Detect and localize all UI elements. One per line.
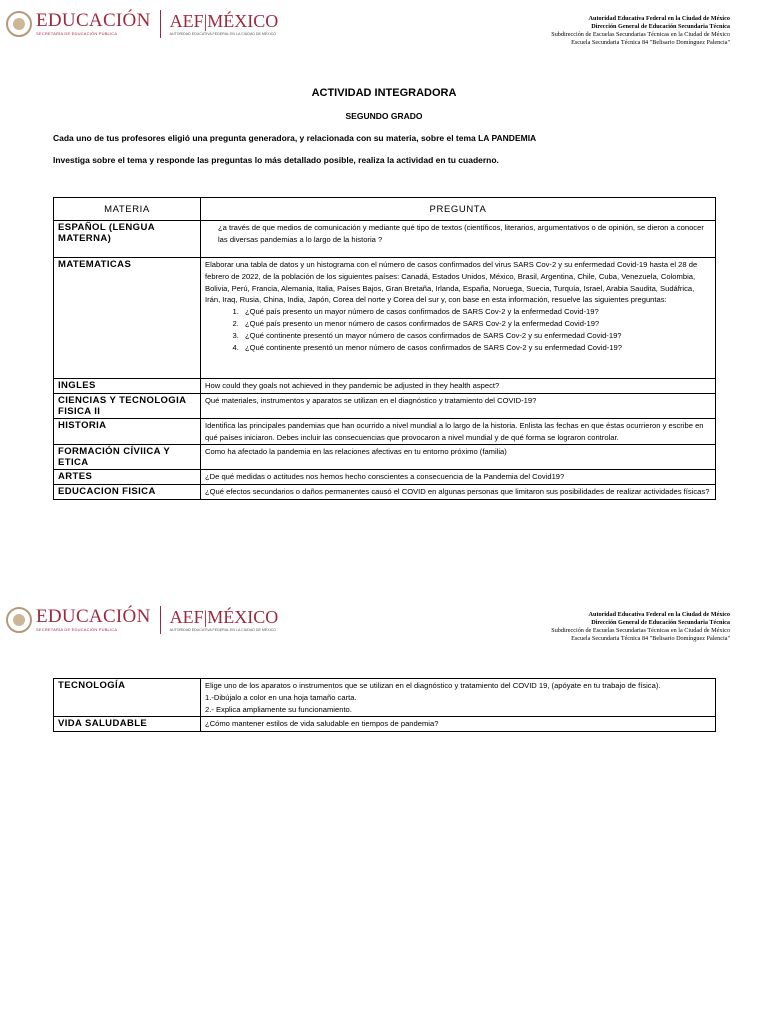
table-row	[54, 485, 716, 500]
seal-icon	[6, 11, 32, 37]
question-step: 1.-Dibújalo a color en una hoja tamaño carta.	[205, 692, 357, 702]
question-cell	[201, 258, 716, 379]
authority-line: Autoridad Educativa Federal en la Ciudad de México	[588, 15, 730, 22]
subject-cell: ESPAÑOL (LENGUA MATERNA)	[54, 221, 201, 258]
list-item: 4. ¿Qué continente presentó un menor número de casos confirmados de SARS Cov-2 y su enfermedad Covid-19?	[241, 342, 711, 354]
question-cell: Como ha afectado la pandemia en las relaciones afectivas en tu entorno próximo (familia)	[201, 445, 716, 470]
sep-logo	[36, 607, 151, 633]
subject-cell: FORMACIÓN CÍVIICA Y ETICA	[54, 445, 201, 470]
aef-logo-title: AEF|MÉXICO	[169, 11, 279, 31]
subject-cell: HISTORIA	[54, 418, 201, 445]
question-cell	[201, 679, 716, 717]
subject-cell: INGLES	[54, 379, 201, 394]
authority-block	[551, 15, 730, 47]
table-row	[54, 221, 716, 258]
question-step: 2.- Explica ampliamente su funcionamiento.	[205, 704, 352, 714]
table-row	[54, 679, 716, 717]
logo-divider	[160, 606, 161, 634]
authority-line: Escuela Secundaria Técnica 84 "Belisario Domínguez Palencia"	[571, 635, 730, 642]
subject-cell: TECNOLOGÍA	[54, 679, 201, 717]
subject-cell: ARTES	[54, 470, 201, 485]
subject-cell: MATEMATICAS	[54, 258, 201, 379]
aef-logo	[170, 11, 279, 37]
question-cell: ¿a través de que medios de comunicación y mediante qué tipo de textos (científicos, literarios, argumentativos o de opinión, se dieron a conocer las diversas pandemias a lo largo de la historia ?	[201, 221, 716, 258]
aef-logo-subtitle: AUTORIDAD EDUCATIVA FEDERAL EN LA CIUDAD DE MÉXICO	[169, 628, 277, 632]
aef-logo-subtitle: AUTORIDAD EDUCATIVA FEDERAL EN LA CIUDAD DE MÉXICO	[169, 32, 277, 36]
table-row	[54, 445, 716, 470]
aef-logo-title: AEF|MÉXICO	[169, 607, 279, 627]
subject-cell: VIDA SALUDABLE	[54, 717, 201, 732]
question-cell: Identifica las principales pandemias que han ocurrido a nivel mundial a lo largo de la historia. Enlista las fechas en que éstas ocurrieron y escribe en qué países iniciaron. Debes incluir las consecuencias que provocaron a nivel mundial y de qué forma se lograron controlar.	[201, 418, 716, 445]
list-item: 1. ¿Qué país presento un mayor número de casos confirmados de SARS Cov-2 y la enfermedad Covid-19?	[241, 306, 711, 318]
authority-line: Subdirección de Escuelas Secundarias Técnicas en la Ciudad de México	[551, 31, 730, 38]
authority-line: Escuela Secundaria Técnica 84 "Belisario Domínguez Palencia"	[571, 39, 730, 46]
table-row	[54, 258, 716, 379]
table-row	[54, 418, 716, 445]
logo-subtitle: SECRETARÍA DE EDUCACIÓN PÚBLICA	[36, 31, 118, 36]
page-header	[0, 0, 768, 44]
aef-logo	[170, 607, 279, 633]
page-header	[0, 596, 768, 640]
question-list	[205, 306, 711, 353]
column-header-pregunta: PREGUNTA	[201, 198, 716, 221]
authority-line: Dirección General de Educación Secundaria Técnica	[591, 23, 730, 30]
sep-logo	[36, 11, 151, 37]
subject-cell: CIENCIAS Y TECNOLOGIA FISICA II	[54, 393, 201, 418]
authority-line: Autoridad Educativa Federal en la Ciudad de México	[588, 611, 730, 618]
questions-table	[53, 197, 716, 500]
logo-group	[6, 606, 278, 634]
question-cell: ¿Cómo mantener estilos de vida saludable en tiempos de pandemia?	[201, 717, 716, 732]
logo-title: EDUCACIÓN	[36, 606, 151, 627]
seal-icon	[6, 607, 32, 633]
logo-title: EDUCACIÓN	[36, 10, 151, 31]
questions-table-continued	[53, 678, 716, 732]
question-cell: How could they goals not achieved in they pandemic be adjusted in they health aspect?	[201, 379, 716, 394]
table-header-row	[54, 198, 716, 221]
table-row	[54, 393, 716, 418]
list-item: 2. ¿Qué país presento un menor número de casos confirmados de SARS Cov-2 y la enfermedad Covid-19?	[241, 318, 711, 330]
table-row	[54, 379, 716, 394]
table-row	[54, 470, 716, 485]
logo-subtitle: SECRETARÍA DE EDUCACIÓN PÚBLICA	[36, 627, 118, 632]
logo-group	[6, 10, 278, 38]
authority-line: Subdirección de Escuelas Secundarias Técnicas en la Ciudad de México	[551, 627, 730, 634]
authority-block	[551, 611, 730, 643]
authority-line: Dirección General de Educación Secundaria Técnica	[591, 619, 730, 626]
list-item: 3. ¿Qué continente presentó un mayor número de casos confirmados de SARS Cov-2 y su enfermedad Covid-19?	[241, 330, 711, 342]
logo-divider	[160, 10, 161, 38]
question-text: Elige uno de los aparatos o instrumentos que se utilizan en el diagnóstico y tratamiento del COVID 19, (apóyate en tu trabajo de física).	[205, 681, 661, 690]
document-title: ACTIVIDAD INTEGRADORA	[311, 87, 457, 99]
question-cell: ¿De qué medidas o actitudes nos hemos hecho conscientes a consecuencia de la Pandemia del Covid19?	[201, 470, 716, 485]
instruction-paragraph: Investiga sobre el tema y responde las preguntas lo más detallado posible, realiza la actividad en tu cuaderno.	[53, 155, 499, 165]
intro-paragraph: Cada uno de tus profesores eligió una pregunta generadora, y relacionada con su materia, sobre el tema LA PANDEMIA	[53, 133, 537, 143]
table-row	[54, 717, 716, 732]
question-cell: Qué materiales, instrumentos y aparatos se utilizan en el diagnóstico y tratamiento del COVID-19?	[201, 393, 716, 418]
column-header-materia: MATERIA	[54, 198, 201, 221]
question-text: Elaborar una tabla de datos y un histograma con el número de casos confirmados del virus SARS Cov-2 y su enfermedad Covid-19 hasta el 28 de febrero de 2022, de la población de los siguientes países: Canadá, Estados Unidos, México, Brasil, Argentina, Chile, Cuba, Venezuela, Colombia, Bolivia, Perú, Francia, Alemania, Italia, Países Bajos, Gran Bretaña, Irlanda, España, Noruega, Suecia, Turquía, Israel, Arabia Saudita, Sudáfrica, Irán, Iraq, Rusia, China, India, Japón, Corea del norte y Corea del sur y, con base en esta información, resuelve las siguientes preguntas:	[205, 260, 698, 305]
question-cell: ¿Qué efectos secundarios o daños permanentes causó el COVID en algunas personas que limitaron sus posibilidades de realizar actividades físicas?	[201, 485, 716, 500]
document-subtitle: SEGUNDO GRADO	[345, 111, 423, 121]
subject-cell: EDUCACION FISICA	[54, 485, 201, 500]
